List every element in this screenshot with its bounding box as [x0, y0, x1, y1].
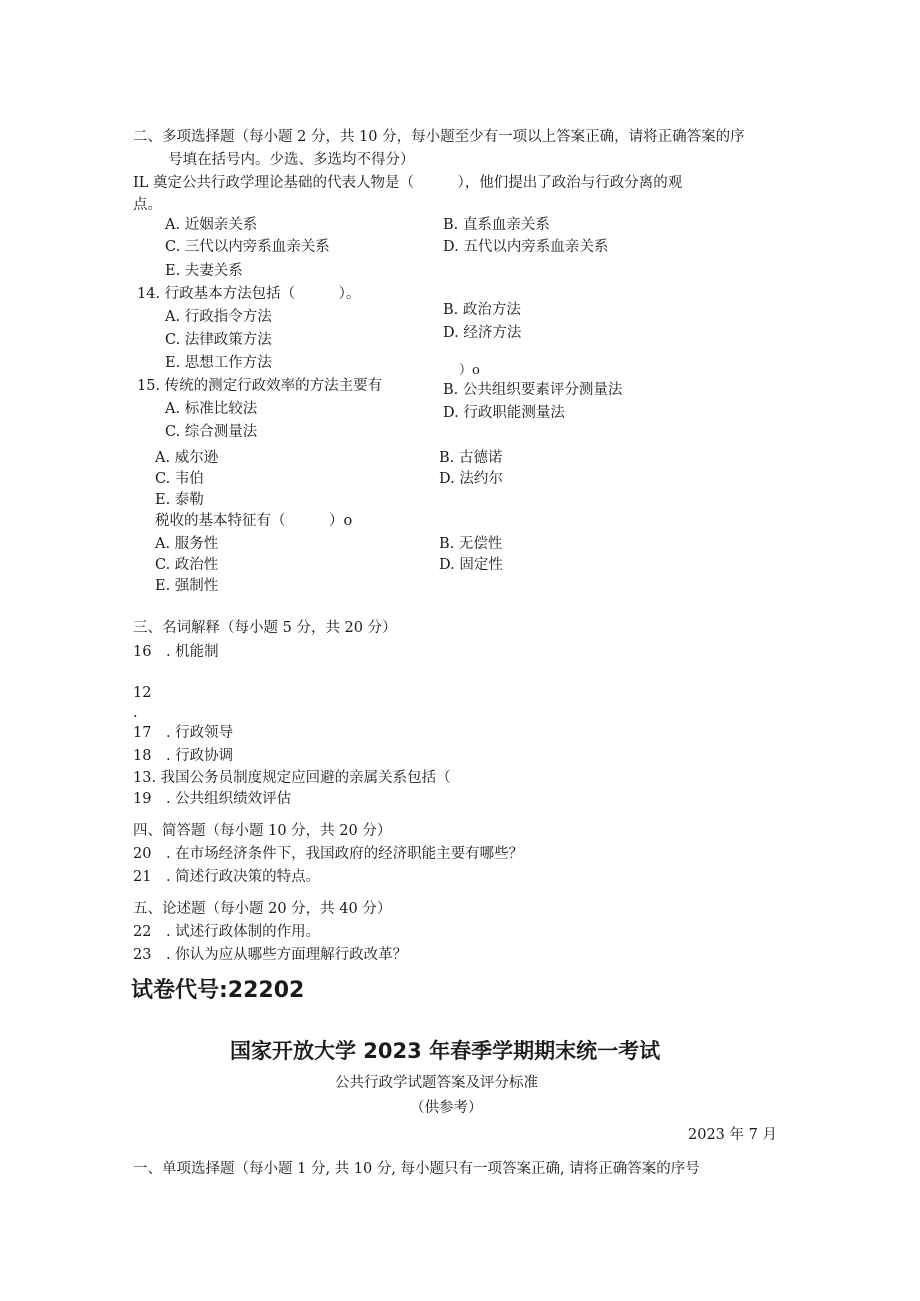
q19: 19 . 公共组织绩效评估 — [133, 791, 292, 807]
q15-option-a: A. 标准比较法 — [165, 401, 258, 417]
q16: 16 . 机能制 — [133, 644, 219, 660]
q12-text: 税收的基本特征有（ ）o — [155, 513, 353, 529]
q12-option-c: C. 政治性 — [155, 557, 219, 573]
q21: 21 . 简述行政决策的特点。 — [133, 869, 321, 885]
exam-title: 国家开放大学 2023 年春季学期期末统一考试 — [230, 1039, 661, 1063]
q14-option-d: D. 经济方法 — [443, 325, 522, 341]
q22: 22 . 试述行政体制的作用。 — [133, 924, 321, 940]
q11-option-d: D. 五代以内旁系血亲关系 — [443, 239, 609, 255]
q11-text: IL 奠定公共行政学理论基础的代表人物是（ ），他们提出了政治与行政分离的观 — [133, 175, 683, 191]
q17: 17 . 行政领导 — [133, 725, 234, 741]
q14-option-a: A. 行政指令方法 — [165, 309, 272, 325]
section3-heading: 三、名词解释（每小题 5 分，共 20 分） — [133, 620, 397, 636]
q14-option-c: C. 法律政策方法 — [165, 332, 272, 348]
q18: 18 . 行政协调 — [133, 748, 234, 764]
num-12: 12 — [133, 685, 152, 701]
q23: 23 . 你认为应从哪些方面理解行政改革？ — [133, 947, 408, 963]
q20: 20 . 在市场经济条件下，我国政府的经济职能主要有哪些？ — [133, 846, 524, 862]
q14-text: 14. 行政基本方法包括（ ）。 — [137, 286, 361, 302]
q11b-option-e: E. 泰勒 — [155, 492, 204, 508]
q11-option-a: A. 近姻亲关系 — [165, 217, 258, 233]
answer-section1: 一、单项选择题（每小题 1 分, 共 10 分, 每小题只有一项答案正确, 请将正确答案的序号 — [133, 1161, 700, 1177]
q11b-option-b: B. 古德诺 — [439, 450, 503, 466]
q11-option-c: C. 三代以内旁系血亲关系 — [165, 239, 330, 255]
section5-heading: 五、论述题（每小题 20 分，共 40 分） — [133, 901, 392, 917]
q12-option-a: A. 服务性 — [155, 536, 219, 552]
q15-option-d: D. 行政职能测量法 — [443, 405, 565, 421]
q11b-option-a: A. 威尔逊 — [155, 450, 219, 466]
q15-text: 15. 传统的测定行政效率的方法主要有 — [137, 378, 383, 394]
q15-option-c: C. 综合测量法 — [165, 424, 258, 440]
q11-option-b: B. 直系血亲关系 — [443, 217, 550, 233]
exam-code: 试卷代号:22202 — [131, 978, 305, 1003]
q11-text-cont: 点。 — [133, 197, 162, 213]
stray-dot: . — [133, 705, 138, 721]
q15-option-b: B. 公共组织要素评分测量法 — [443, 382, 623, 398]
answer-note: （供参考） — [410, 1100, 483, 1116]
section2-heading: 二、多项选择题（每小题 2 分，共 10 分，每小题至少有一项以上答案正确，请将正确答案的序 — [133, 129, 745, 145]
q14-option-b: B. 政治方法 — [443, 302, 521, 318]
q15-stray-paren: ）o — [459, 363, 480, 378]
answer-date: 2023 年 7 月 — [688, 1127, 777, 1143]
q14-option-e: E. 思想工作方法 — [165, 355, 272, 371]
q11b-option-d: D. 法约尔 — [439, 471, 503, 487]
q12-option-b: B. 无偿性 — [439, 536, 503, 552]
answer-subtitle: 公共行政学试题答案及评分标准 — [335, 1075, 538, 1091]
q11-option-e: E. 夫妻关系 — [165, 263, 243, 279]
section2-heading-cont: 号填在括号内。少选、多选均不得分） — [168, 152, 415, 168]
q12-option-d: D. 固定性 — [439, 557, 503, 573]
q12-option-e: E. 强制性 — [155, 578, 219, 594]
section4-heading: 四、简答题（每小题 10 分，共 20 分） — [133, 823, 392, 839]
q11b-option-c: C. 韦伯 — [155, 471, 204, 487]
q13: 13. 我国公务员制度规定应回避的亲属关系包括（ — [133, 770, 451, 786]
